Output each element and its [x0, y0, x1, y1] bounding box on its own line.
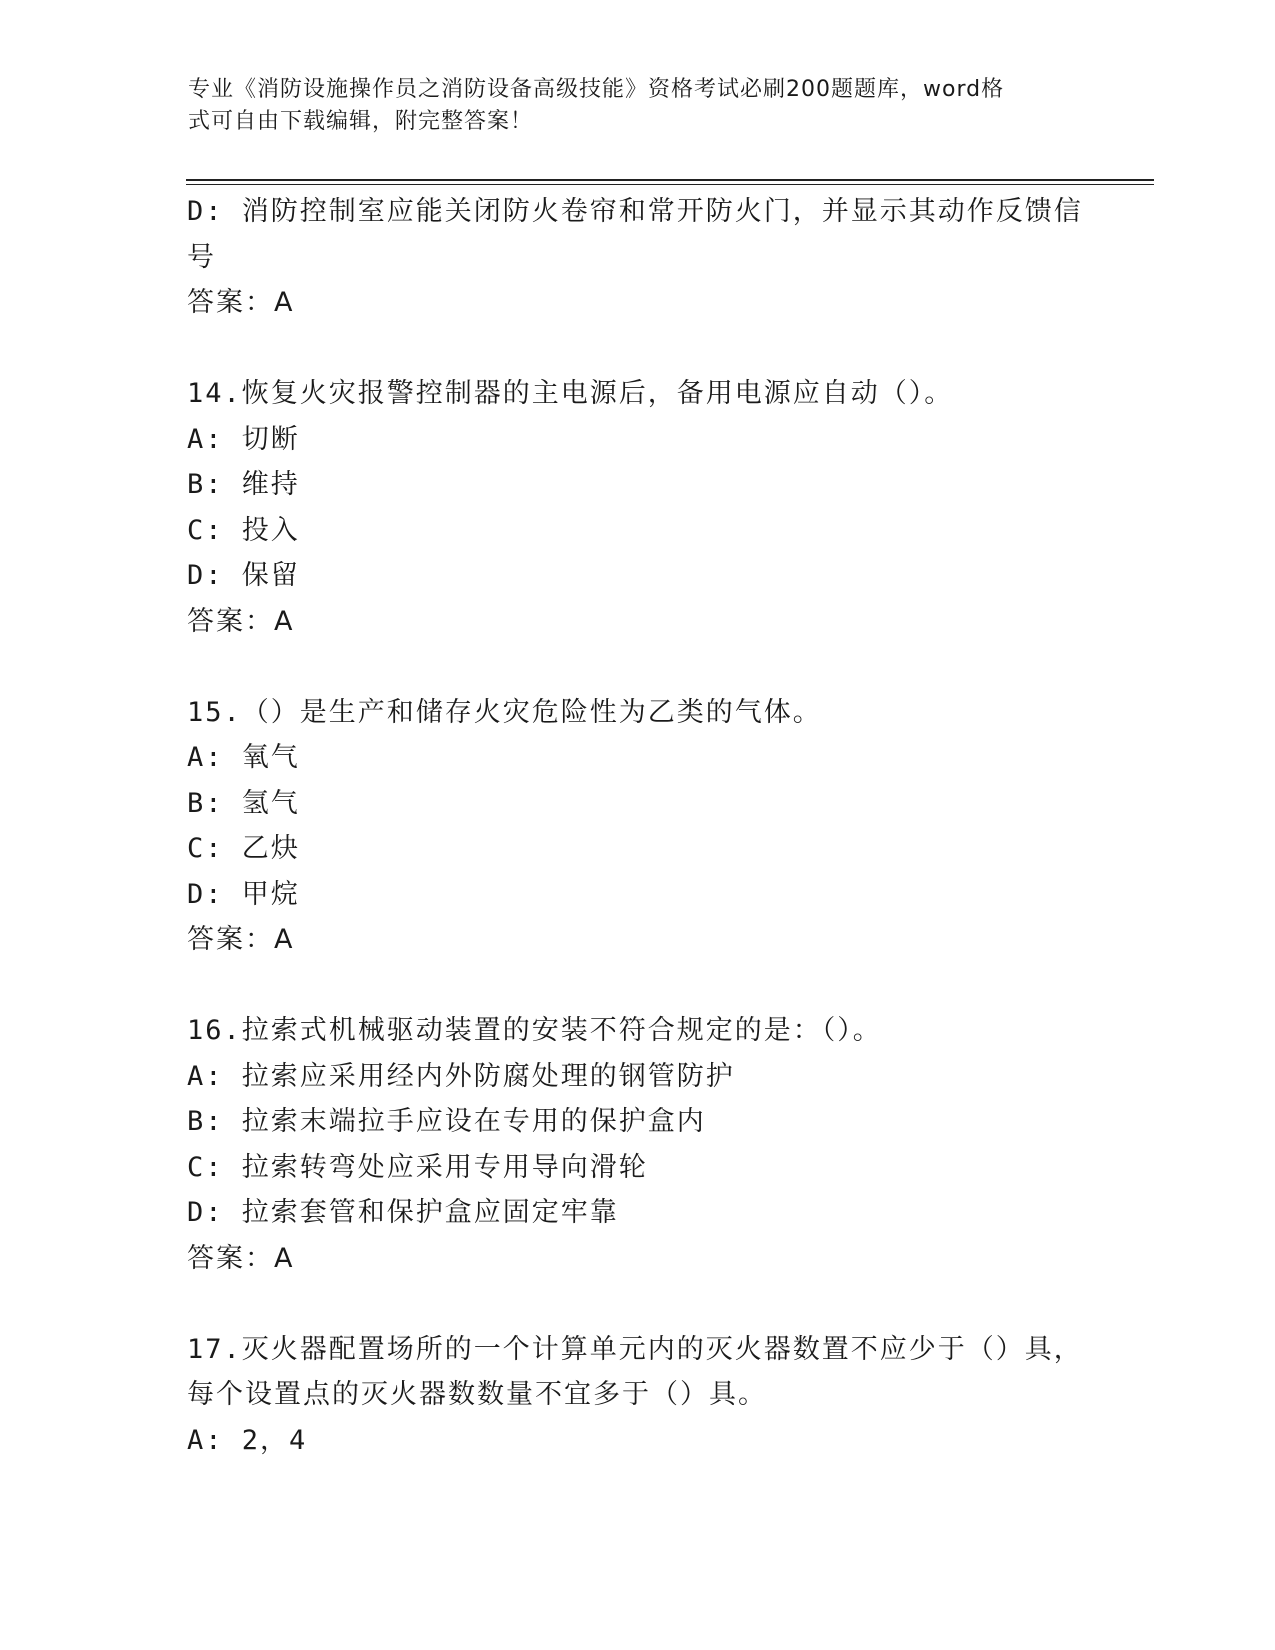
- option-b: B: 维持: [187, 469, 300, 500]
- answer: 答案：A: [187, 1242, 295, 1274]
- question-stem: 15.（）是生产和储存火灾危险性为乙类的气体。: [187, 696, 822, 728]
- option-d-continued: 号: [187, 241, 216, 273]
- question-16: [187, 1008, 1087, 1281]
- header-divider-thin: [186, 184, 1154, 185]
- answer: 答案：A: [187, 287, 295, 318]
- question-stem: 17.灭火器配置场所的一个计算单元内的灭火器数置不应少于（）具，: [187, 1333, 1083, 1365]
- question-list: [187, 189, 1087, 1463]
- question-stem: 14.恢复火灾报警控制器的主电源后，备用电源应自动（）。: [187, 378, 954, 409]
- answer: 答案：A: [187, 924, 295, 955]
- option-a: A: 氧气: [187, 742, 300, 773]
- option-b: B: 氢气: [187, 787, 300, 819]
- question-14: [187, 371, 1087, 644]
- option-a: A: 拉索应采用经内外防腐处理的钢管防护: [187, 1060, 735, 1092]
- option-c: C: 拉索转弯处应采用专用导向滑轮: [187, 1151, 648, 1183]
- header-line-2: 式可自由下载编辑，附完整答案！: [188, 109, 534, 134]
- answer: 答案：A: [187, 605, 295, 637]
- option-d: D: 甲烷: [187, 878, 300, 910]
- question-stem: 16.拉索式机械驱动装置的安装不符合规定的是：（）。: [187, 1015, 882, 1046]
- header-divider-thick: [186, 179, 1154, 181]
- option-c: C: 乙炔: [187, 833, 300, 864]
- document-header: [188, 74, 1078, 138]
- option-c: C: 投入: [187, 514, 300, 546]
- question-17: [187, 1327, 1087, 1464]
- header-line-1: 专业《消防设施操作员之消防设备高级技能》资格考试必刷200题题库，word格: [188, 77, 1005, 102]
- option-b: B: 拉索末端拉手应设在专用的保护盒内: [187, 1106, 706, 1137]
- question-15: [187, 690, 1087, 963]
- option-d: D: 拉索套管和保护盒应固定牢靠: [187, 1197, 619, 1228]
- option-d: D: 保留: [187, 560, 300, 591]
- question-stem-continued: 每个设置点的灭火器数数量不宜多于（）具。: [187, 1379, 767, 1410]
- prev-question: [187, 189, 1087, 326]
- option-a: A: 2，4: [187, 1424, 308, 1456]
- option-a: A: 切断: [187, 423, 300, 455]
- option-d: D: 消防控制室应能关闭防火卷帘和常开防火门，并显示其动作反馈信: [187, 196, 1083, 227]
